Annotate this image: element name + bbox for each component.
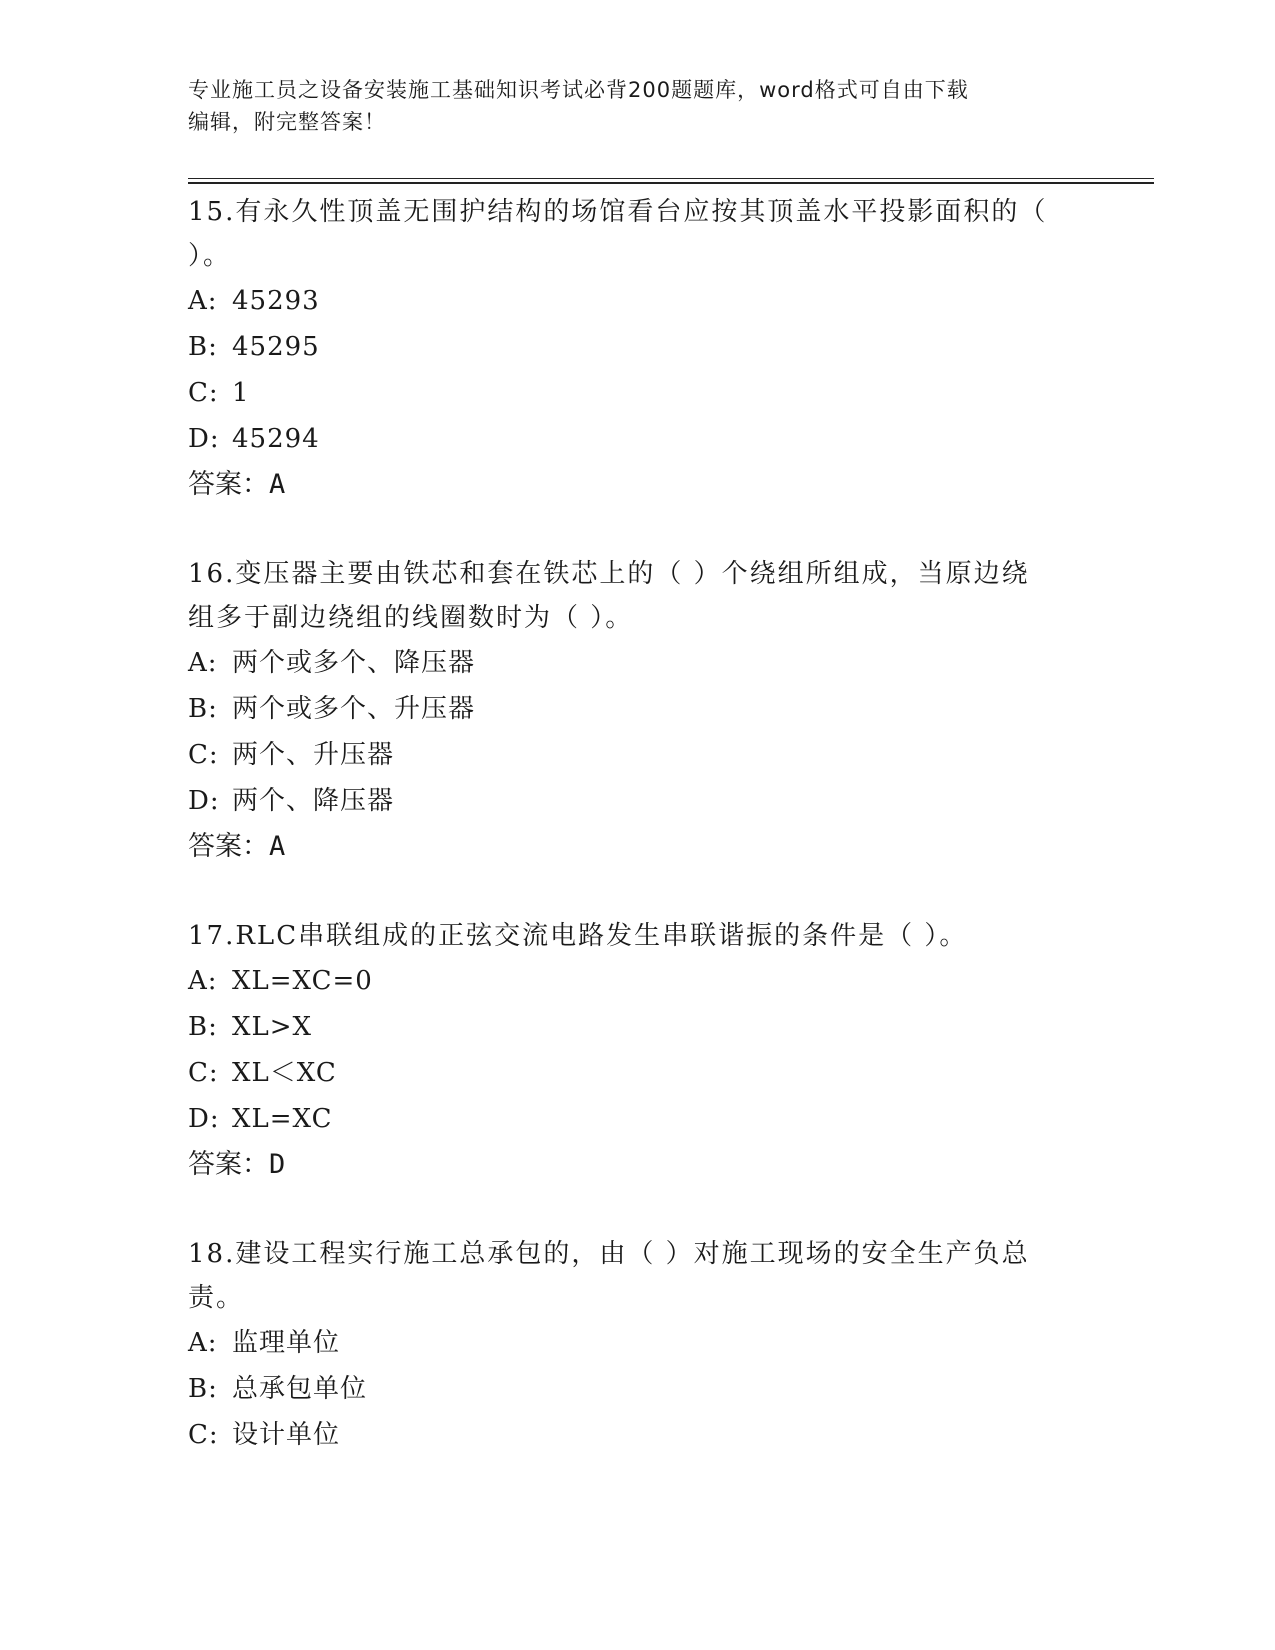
header-divider-thick	[188, 182, 1154, 184]
option-d	[188, 778, 1088, 824]
answer-line: 答案：D	[188, 1149, 286, 1180]
question-stem-line: 组多于副边绕组的线圈数时为（ ）。	[188, 603, 634, 633]
header-line-1: 专业施工员之设备安装施工基础知识考试必背200题题库，word格式可自由下载	[188, 78, 969, 102]
option-letter: B:	[188, 1374, 218, 1404]
option-text: XL>X	[232, 1012, 313, 1042]
answer-line: 答案：A	[188, 469, 286, 500]
option-letter: C:	[188, 740, 219, 770]
question-stem	[188, 914, 1088, 958]
header-line-2: 编辑，附完整答案！	[188, 110, 386, 134]
question-15	[188, 190, 1088, 508]
option-c	[188, 732, 1088, 778]
option-letter: C:	[188, 1420, 219, 1450]
option-text: 两个或多个、降压器	[232, 648, 476, 678]
option-b	[188, 324, 1088, 370]
option-c	[188, 1412, 1088, 1458]
option-c	[188, 1050, 1088, 1096]
question-stem-line: 15.有永久性顶盖无围护结构的场馆看台应按其顶盖水平投影面积的（	[188, 197, 1048, 227]
option-b	[188, 1004, 1088, 1050]
question-17	[188, 914, 1088, 1188]
option-text: 45295	[232, 332, 320, 362]
option-text: 45293	[232, 286, 320, 316]
option-c	[188, 370, 1088, 416]
question-18	[188, 1232, 1088, 1458]
option-letter: A:	[188, 1328, 218, 1358]
option-text: XL=XC	[232, 1104, 333, 1134]
option-text: 两个或多个、升压器	[232, 694, 476, 724]
option-text: 1	[232, 378, 250, 408]
question-stem-line: 责。	[188, 1283, 245, 1313]
header-divider-thin	[188, 178, 1154, 179]
option-b	[188, 686, 1088, 732]
option-letter: A:	[188, 648, 218, 678]
option-letter: B:	[188, 332, 218, 362]
question-stem-line: 18.建设工程实行施工总承包的，由（ ）对施工现场的安全生产负总	[188, 1239, 1030, 1269]
question-stem-line: ）。	[188, 241, 232, 271]
question-stem	[188, 190, 1088, 278]
option-a	[188, 1320, 1088, 1366]
option-text: 监理单位	[232, 1328, 341, 1358]
option-letter: C:	[188, 378, 219, 408]
option-letter: D:	[188, 1104, 220, 1134]
option-letter: B:	[188, 694, 218, 724]
question-16	[188, 552, 1088, 870]
option-text: 两个、降压器	[232, 786, 395, 816]
option-letter: C:	[188, 1058, 219, 1088]
option-a	[188, 958, 1088, 1004]
question-stem-line: 17.RLC串联组成的正弦交流电路发生串联谐振的条件是（ ）。	[188, 921, 968, 951]
option-letter: A:	[188, 286, 218, 316]
option-d	[188, 416, 1088, 462]
option-a	[188, 278, 1088, 324]
document-header	[188, 74, 1088, 138]
option-letter: B:	[188, 1012, 218, 1042]
option-letter: D:	[188, 786, 220, 816]
option-letter: A:	[188, 966, 218, 996]
option-letter: D:	[188, 424, 220, 454]
answer-line: 答案：A	[188, 831, 286, 862]
option-text: 设计单位	[232, 1420, 341, 1450]
option-text: 两个、升压器	[232, 740, 395, 770]
option-b	[188, 1366, 1088, 1412]
option-text: 45294	[232, 424, 320, 454]
option-a	[188, 640, 1088, 686]
question-stem	[188, 1232, 1088, 1320]
option-text: 总承包单位	[232, 1374, 368, 1404]
option-d	[188, 1096, 1088, 1142]
question-list	[188, 190, 1088, 1502]
question-stem	[188, 552, 1088, 640]
question-stem-line: 16.变压器主要由铁芯和套在铁芯上的（ ）个绕组所组成，当原边绕	[188, 559, 1030, 589]
option-text: XL=XC=0	[232, 966, 373, 996]
option-text: XL＜XC	[232, 1058, 337, 1088]
